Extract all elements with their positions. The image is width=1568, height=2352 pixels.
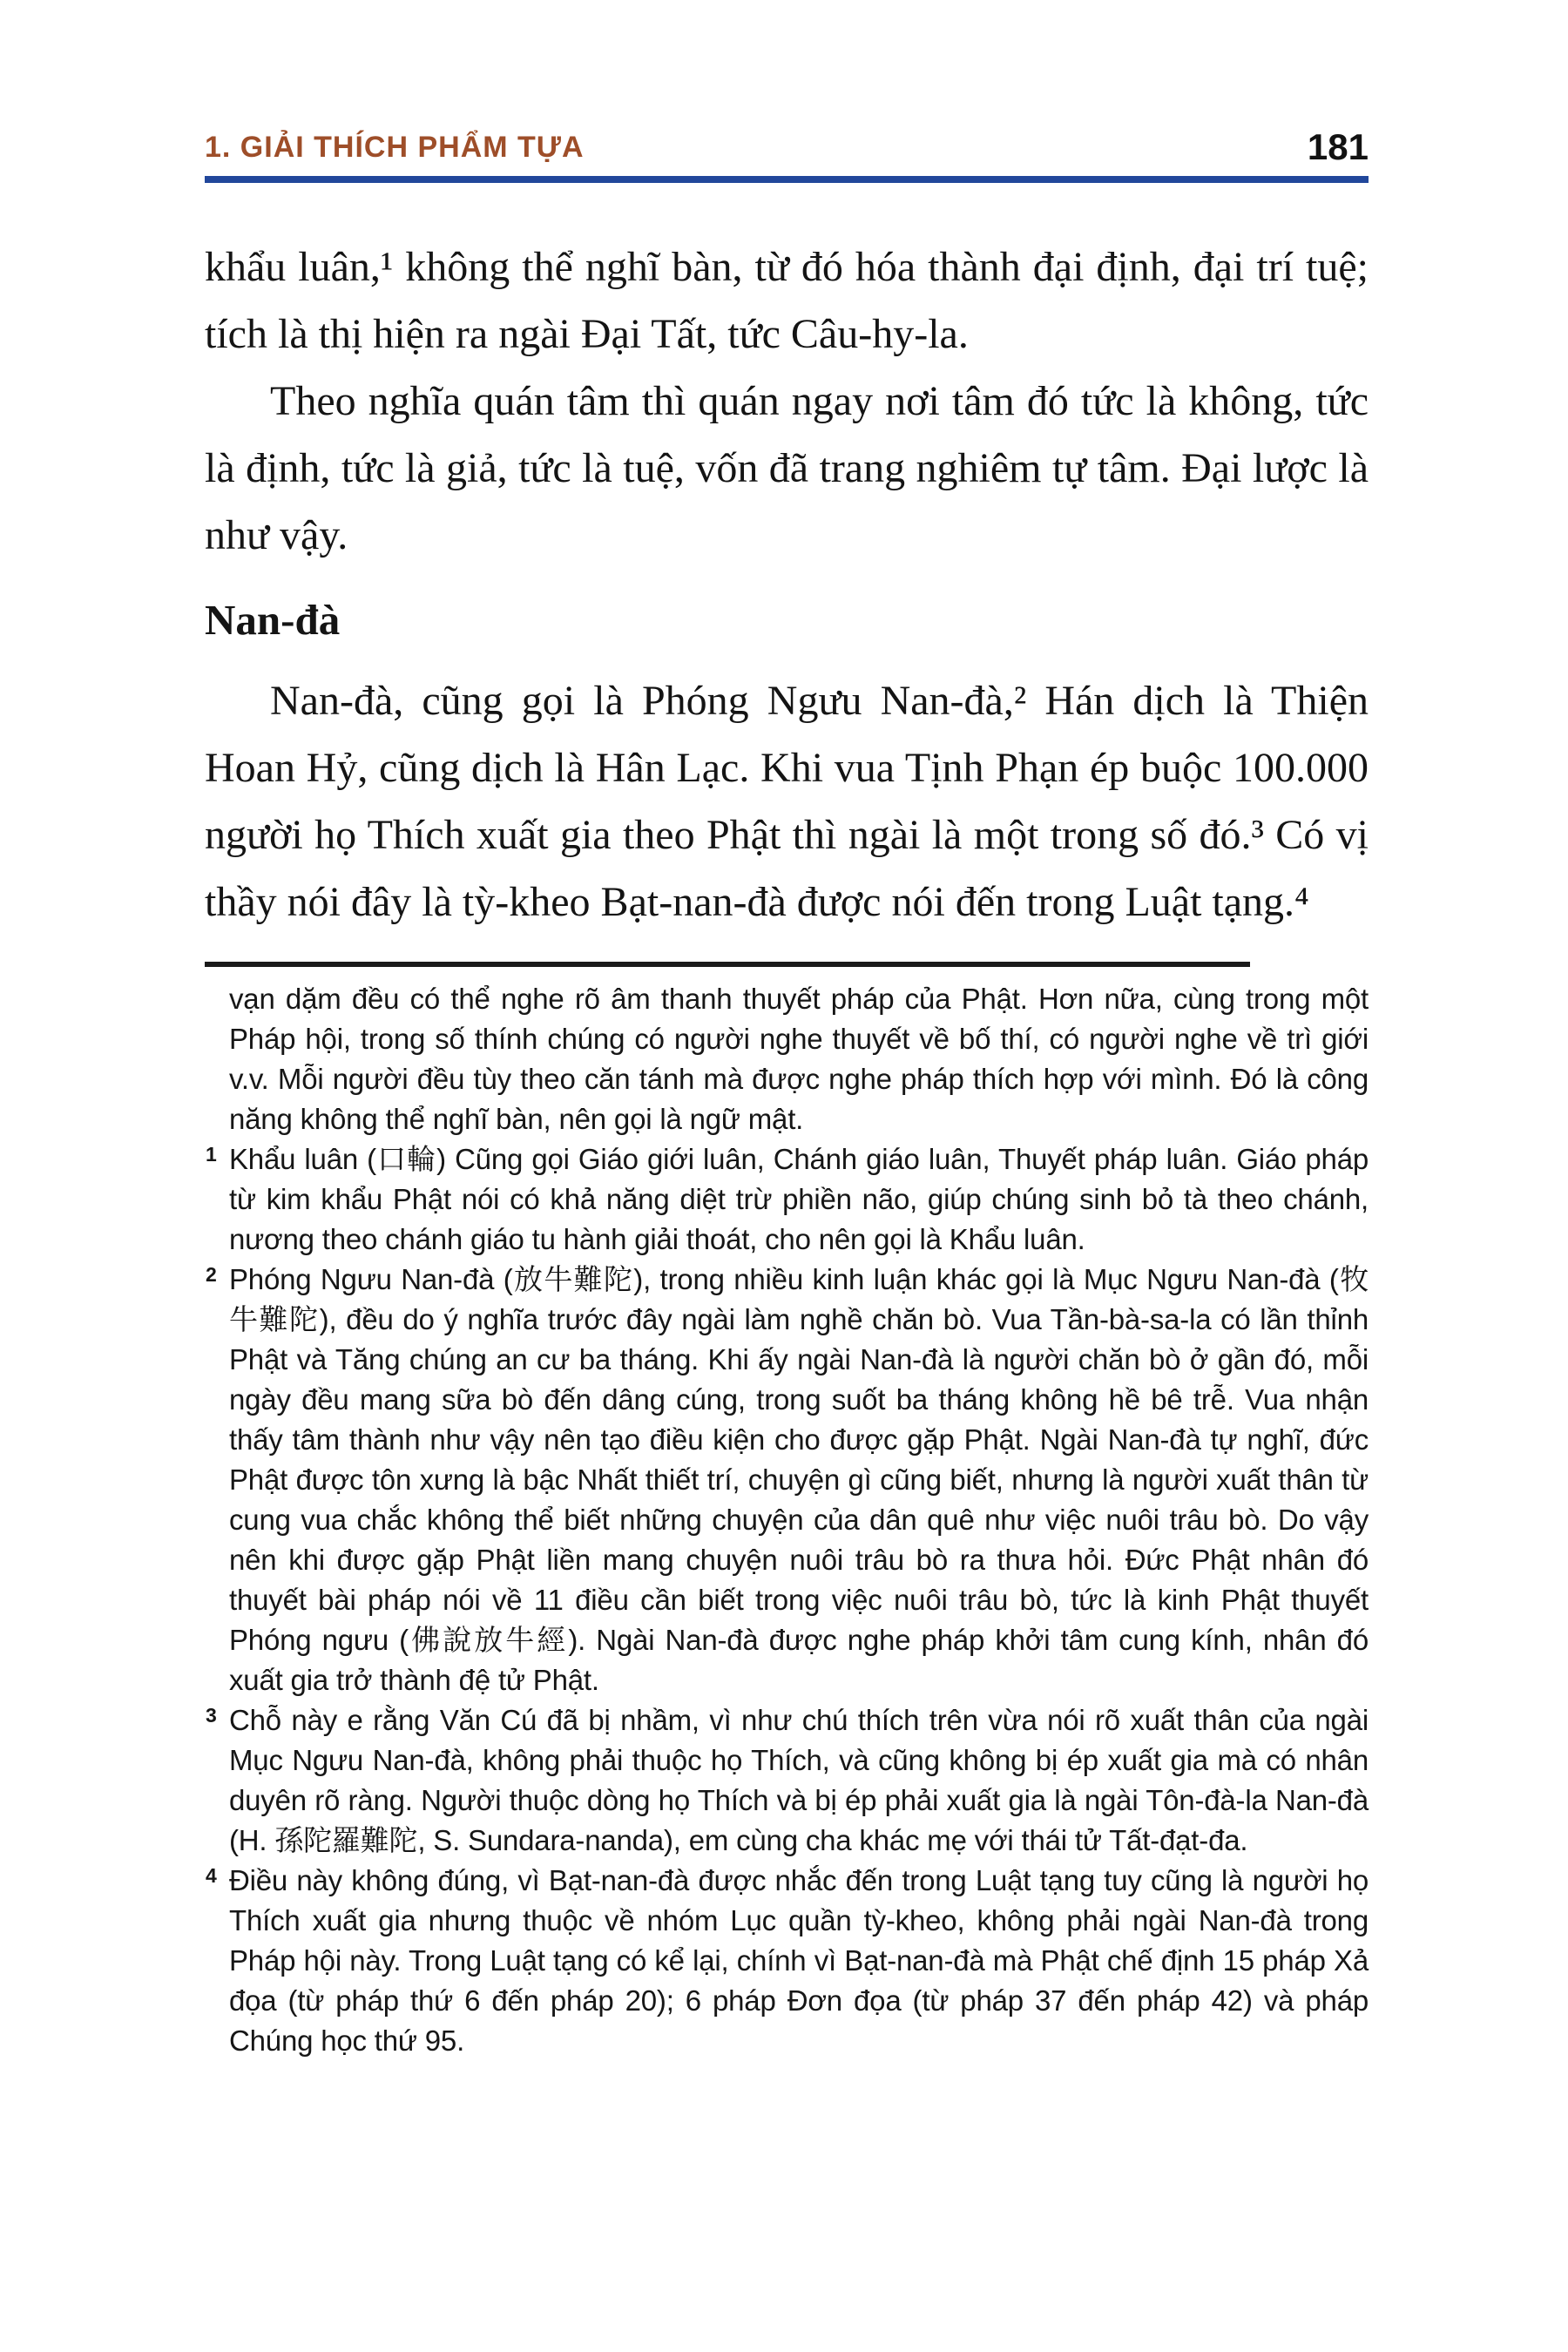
page-content: [205, 126, 1369, 2061]
header-rule: [205, 176, 1369, 183]
page-header: [205, 126, 1369, 167]
footnote-text: Chỗ này e rằng Văn Cú đã bị nhầm, vì như chú thích trên vừa nói rõ xuất thân của ngài Mục Ngưu Nan-đà, không phải thuộc họ Thích, và cũng không bị ép xuất gia mà có nhân duyên rõ ràng. Người thuộc dòng họ Thích và bị ép phải xuất gia là ngài Tôn-đà-la Nan-đà (H. 孫陀羅難陀, S. Sundara-nanda), em cùng cha khác mẹ với thái tử Tất-đạt-đa.: [229, 1704, 1369, 1856]
footnote-text: Điều này không đúng, vì Bạt-nan-đà được nhắc đến trong Luật tạng tuy cũng là người họ Thích xuất gia nhưng thuộc về nhóm Lục quần tỳ-kheo, không phải ngài Nan-đà trong Pháp hội này. Trong Luật tạng có kể lại, chính vì Bạt-nan-đà mà Phật chế định 15 pháp Xả đọa (từ pháp thứ 6 đến pháp 20); 6 pháp Đơn đọa (từ pháp 37 đến pháp 42) và pháp Chúng học thứ 95.: [229, 1864, 1369, 2057]
footnote-text: Phóng Ngưu Nan-đà (放牛難陀), trong nhiều kinh luận khác gọi là Mục Ngưu Nan-đà (牧牛難陀), đều do ý nghĩa trước đây ngài làm nghề chăn bò. Vua Tần-bà-sa-la có lần thỉnh Phật và Tăng chúng an cư ba tháng. Khi ấy ngài Nan-đà là người chăn bò ở gần đó, mỗi ngày đều mang sữa bò đến dâng cúng, trong suốt ba tháng không hề bê trễ. Vua nhận thấy tâm thành như vậy nên tạo điều kiện cho được gặp Phật. Ngài Nan-đà tự nghĩ, đức Phật được tôn xưng là bậc Nhất thiết trí, chuyện gì cũng biết, nhưng là người xuất thân từ cung vua chắc không thể biết những chuyện của dân quê như việc nuôi trâu bò. Do vậy nên khi được gặp Phật liền mang chuyện nuôi trâu bò ra thưa hỏi. Đức Phật nhân đó thuyết bài pháp nói về 11 điều cần biết trong việc nuôi trâu bò, tức là kinh Phật thuyết Phóng ngưu (佛說放牛經). Ngài Nan-đà được nghe pháp khởi tâm cung kính, nhân đó xuất gia trở thành đệ tử Phật.: [229, 1263, 1369, 1696]
paragraph: khẩu luân,¹ không thể nghĩ bàn, từ đó hóa thành đại định, đại trí tuệ; tích là thị hiện ra ngài Đại Tất, tức Câu-hy-la.: [205, 244, 1369, 357]
footnote-marker: 2: [206, 1263, 217, 1286]
footnote-continuation: [205, 979, 1369, 1139]
chapter-title: 1. GIẢI THÍCH PHẨM TỰA: [205, 131, 585, 164]
footnote-text: Khẩu luân (口輪) Cũng gọi Giáo giới luân, Chánh giáo luân, Thuyết pháp luân. Giáo pháp từ kim khẩu Phật nói có khả năng diệt trừ phiền não, giúp chúng sinh bỏ tà theo chánh, nương theo chánh giáo tu hành giải thoát, cho nên gọi là Khẩu luân.: [229, 1143, 1369, 1255]
footnote-marker: 1: [206, 1143, 217, 1166]
paragraph: Nan-đà, cũng gọi là Phóng Ngưu Nan-đà,² Hán dịch là Thiện Hoan Hỷ, cũng dịch là Hân Lạc. Khi vua Tịnh Phạn ép buộc 100.000 người họ Thích xuất gia theo Phật thì ngài là một trong số đó.³ Có vị thầy nói đây là tỳ-kheo Bạt-nan-đà được nói đến trong Luật tạng.⁴: [205, 678, 1369, 925]
footnote-marker: 4: [206, 1864, 217, 1887]
footnotes: [205, 979, 1369, 2061]
footnote-separator: [205, 962, 1250, 967]
footnote-marker: 3: [206, 1704, 217, 1727]
footnote-text: vạn dặm đều có thể nghe rõ âm thanh thuyết pháp của Phật. Hơn nữa, cùng trong một Pháp hội, trong số thính chúng có người nghe thuyết về bố thí, có người nghe về trì giới v.v. Mỗi người đều tùy theo căn tánh mà được nghe pháp thích hợp với mình. Đó là công năng không thể nghĩ bàn, nên gọi là ngữ mật.: [229, 983, 1369, 1135]
body-text: [205, 233, 1369, 936]
footnote-item: [205, 1700, 1369, 1861]
footnote-item: [205, 1139, 1369, 1260]
footnote-item: [205, 1260, 1369, 1700]
section-heading: Nan-đà: [205, 596, 341, 644]
page-number: 181: [1307, 126, 1369, 167]
footnote-item: [205, 1861, 1369, 2061]
paragraph: Theo nghĩa quán tâm thì quán ngay nơi tâm đó tức là không, tức là định, tức là giả, tức là tuệ, vốn đã trang nghiêm tự tâm. Đại lược là như vậy.: [205, 378, 1369, 558]
